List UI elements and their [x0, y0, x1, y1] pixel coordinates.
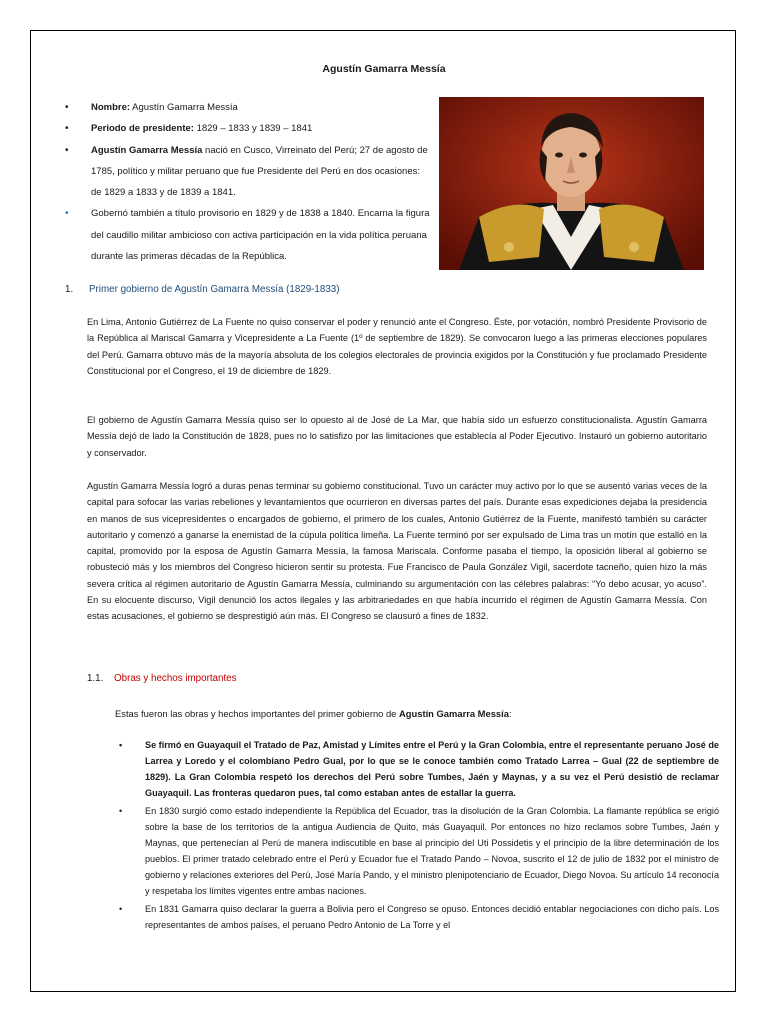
- list-item: [119, 901, 719, 933]
- list-item: [65, 203, 431, 267]
- subsection-title: Obras y hechos importantes: [114, 673, 237, 684]
- bullet-icon: •: [65, 123, 69, 135]
- fact-text: En 1830 surgió como estado independiente la República del Ecuador, tras la disolución de la Gran Colombia. La flamante república se erigió sobre la base de los territorios de la antigua Audiencia de Quito, más Guayaquil. Por entonces no hizo reclamos sobre Tumbes, Jaén y Maynas, que pertenecían al Perú de manera indiscutible en base al principio del Uti Possidetis y el principio de la libre determinación de los pueblos. El primer tratado celebrado entre el Perú y Ecuador fue el Tratado Pando – Novoa, suscrito el 12 de julio de 1832 por el ministro de gobierno y relaciones exteriores del Perú, José María Pando, y el ministro plenipotenciario de Ecuador, Diego Novoa. Su artículo 14 reconocía y respetaba los límites vigentes entre ambas naciones.: [145, 806, 719, 896]
- intro-bold: Agustín Gamarra Messía: [399, 708, 509, 719]
- intro-text: 1829 – 1833 y 1839 – 1841: [193, 123, 313, 135]
- fact-text: Se firmó en Guayaquil el Tratado de Paz, Amistad y Límites entre el Perú y la Gran Colombia, entre el representante peruano José de Larrea y Loredo y el colombiano Pedro Gual, por lo que se le conoce también como Tratado Larrea – Gual (22 de septiembre de 1829). La Gran Colombia respetó los derechos del Perú sobre Tumbes, Jaén y Maynas, y a su vez el Perú desistió de reclamar Guayaquil. Las fronteras quedaron pues, tal como estaban antes de estallar la guerra.: [145, 740, 719, 798]
- bullet-icon: •: [65, 144, 69, 156]
- intro-text: nació en Cusco, Virreinato del Perú; 27 de agosto de 1785, político y militar peruano que fue Presidente del Perú en dos ocasiones: de 1829 a 1833 y de 1839 a 1841.: [91, 144, 428, 199]
- fact-text: En 1831 Gamarra quiso declarar la guerra a Bolivia pero el Congreso se opuso. Entonces decidió entablar negociaciones con dicho país. Los representantes de ambos países, el peruano Pedro Antonio de La Torre y el: [145, 904, 719, 930]
- intro-list: [65, 97, 431, 267]
- list-item: [65, 140, 431, 204]
- intro-suffix: :: [508, 708, 512, 719]
- document-page: [30, 30, 736, 992]
- list-item: [65, 118, 431, 139]
- intro-label: Nombre:: [91, 102, 131, 113]
- paragraph: El gobierno de Agustín Gamarra Messía quiso ser lo opuesto al de José de La Mar, que había sido un esfuerzo constitucionalista. Agustín Gamarra Messía dejó de lado la Constitución de 1828, pues no lo satisfizo por las limitaciones que establecía al Poder Ejecutivo. Instauró un gobierno autoritario y conservador.: [87, 415, 707, 458]
- portrait-image: [439, 97, 704, 270]
- intro-text: Gobernó también a título provisorio en 1829 y de 1838 a 1840. Encarna la figura del caudillo militar ambicioso con activa participación en la vida política peruana durante las primeras décadas de la República.: [91, 208, 430, 263]
- list-item: [65, 97, 431, 118]
- paragraph: En Lima, Antonio Gutiérrez de La Fuente no quiso conservar el poder y renunció ante el Congreso. Éste, por votación, nombró Presidente Provisorio de la República al Mariscal Gamarra y Vicepresidente a La Fuente (1º de septiembre de 1829). Se convocaron luego a las primeras elecciones populares del Perú. Gamarra obtuvo más de la mayoría absoluta de los colegios electorales de provincia exigidos por la Constitución y fue proclamado Presidente Constitucional por el Congreso, el 19 de diciembre de 1829.: [87, 317, 707, 376]
- bullet-icon: •: [119, 806, 123, 816]
- list-item: [119, 803, 719, 899]
- bullet-icon: •: [119, 740, 123, 750]
- subsection-number: 1.1.: [87, 673, 104, 684]
- facts-list: [119, 737, 719, 935]
- section-number: 1.: [65, 284, 74, 295]
- paragraph: Agustín Gamarra Messía logró a duras penas terminar su gobierno constitucional. Tuvo un carácter muy activo por lo que se ausentó varias veces de la capital para sofocar las varias rebeliones y levantamientos que ocurrieron en diversas partes del país. Durante esas expediciones dejaba la presidencia en manos de sus vicepresidentes o encargados de gobierno, el primero de los cuales, Antonio Gutiérrez de la Fuente, manifestó también su carácter autoritario y comenzó a ganarse la enemistad de la cúpula política limeña. La Fuente terminó por ser expulsado de Lima tras un motín que estalló en la capital, promovido por la esposa de Agustín Gamarra Messía, la famosa Mariscala. Conforme pasaba el tiempo, la oposición liberal al gobierno se robusteció más y los miembros del Congreso hicieron sentir su protesta. Fue Francisco de Paula González Vigil, sacerdote tacneño, quien hizo la más severa crítica al régimen autoritario de Agustín Gamarra Messía, culminando su argumentación con las célebres palabras: “Yo debo acusar, yo acuso”. En su elocuente discurso, Vigil denunció los actos ilegales y las arbitrariedades en que había incurrido el régimen de Agustín Gamarra Messía. Con estas acusaciones, el gobierno se desprestigió aún más. El Congreso se clausuró a fines de 1832.: [87, 481, 707, 622]
- subsection-intro: [115, 708, 512, 719]
- intro-prefix: Estas fueron las obras y hechos importantes del primer gobierno de: [115, 708, 400, 719]
- list-item: [119, 737, 719, 801]
- section-title: Primer gobierno de Agustín Gamarra Messía (1829-1833): [89, 284, 340, 295]
- portrait-icon: [439, 97, 704, 270]
- subsection-heading: [87, 673, 237, 684]
- page-title: Agustín Gamarra Messía: [322, 63, 446, 75]
- bullet-icon: •: [119, 904, 123, 914]
- intro-label: Periodo de presidente:: [91, 123, 194, 135]
- bullet-icon: •: [65, 102, 69, 113]
- section-heading: [65, 284, 705, 295]
- bullet-icon: •: [65, 208, 69, 220]
- intro-label: Agustín Gamarra Messía: [91, 144, 203, 156]
- intro-text: Agustín Gamarra Messía: [130, 102, 238, 113]
